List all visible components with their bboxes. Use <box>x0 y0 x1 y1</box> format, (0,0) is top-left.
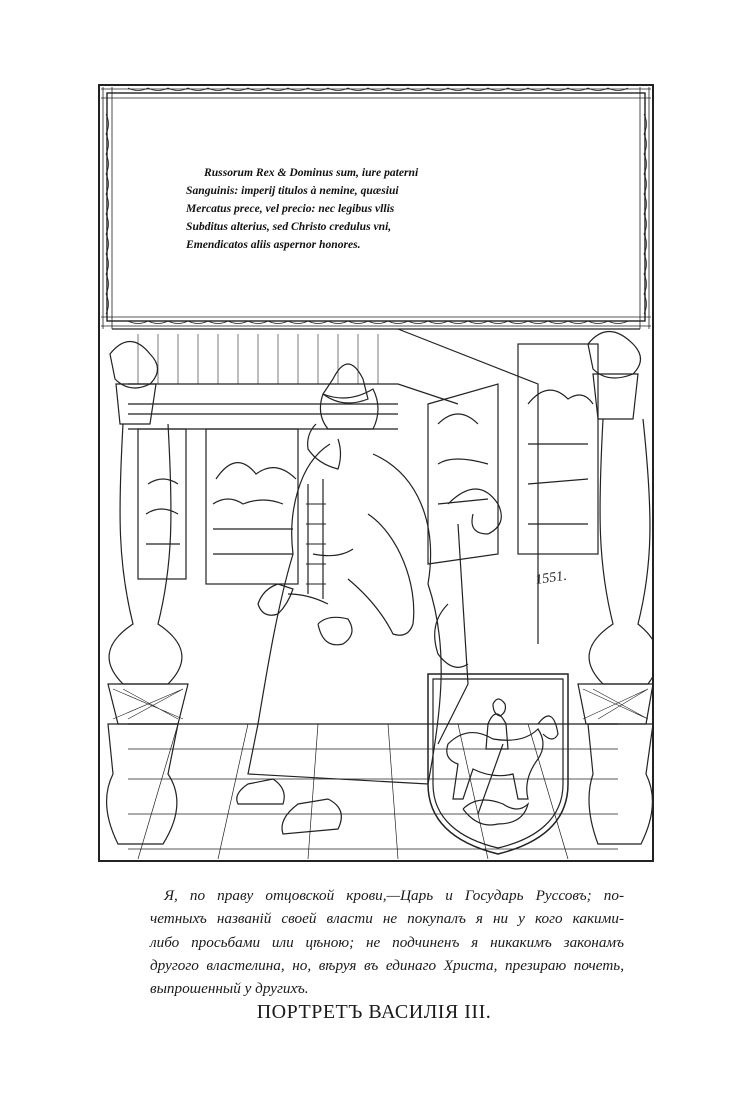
latin-line-4: Subditus alterius, sed Christo credulus vni, <box>186 220 392 233</box>
caption-line-3: либо просьбами или цѣною; не подчиненъ я никакимъ законамъ <box>150 933 624 951</box>
woodcut-date: 1551. <box>534 568 568 588</box>
caption-line-2: четныхъ названій своей власти не покупалъ я ни у кого какими- <box>150 910 624 928</box>
caption-line-1: Я, по праву отцовской крови,—Царь и Государь Руссовъ; по- <box>164 887 624 904</box>
latin-line-3: Mercatus prece, vel precio: nec legibus vllis <box>186 202 395 215</box>
latin-line-2: Sanguinis: imperij titulos à nemine, quæsiui <box>186 184 399 197</box>
russian-caption <box>150 884 624 1000</box>
latin-line-5: Emendicatos aliis aspernor honores. <box>186 238 361 251</box>
plate-title: ПОРТРЕТЪ ВАСИЛІЯ III. <box>256 1001 492 1023</box>
caption-line-5: выпрошенный у другихъ. <box>150 980 309 998</box>
caption-line-4: другого властелина, но, вѣруя въ единаго Христа, презираю почеть, <box>150 956 624 974</box>
latin-line-1: Russorum Rex & Dominus sum, iure paterni <box>204 166 419 179</box>
latin-inscription <box>186 164 476 254</box>
